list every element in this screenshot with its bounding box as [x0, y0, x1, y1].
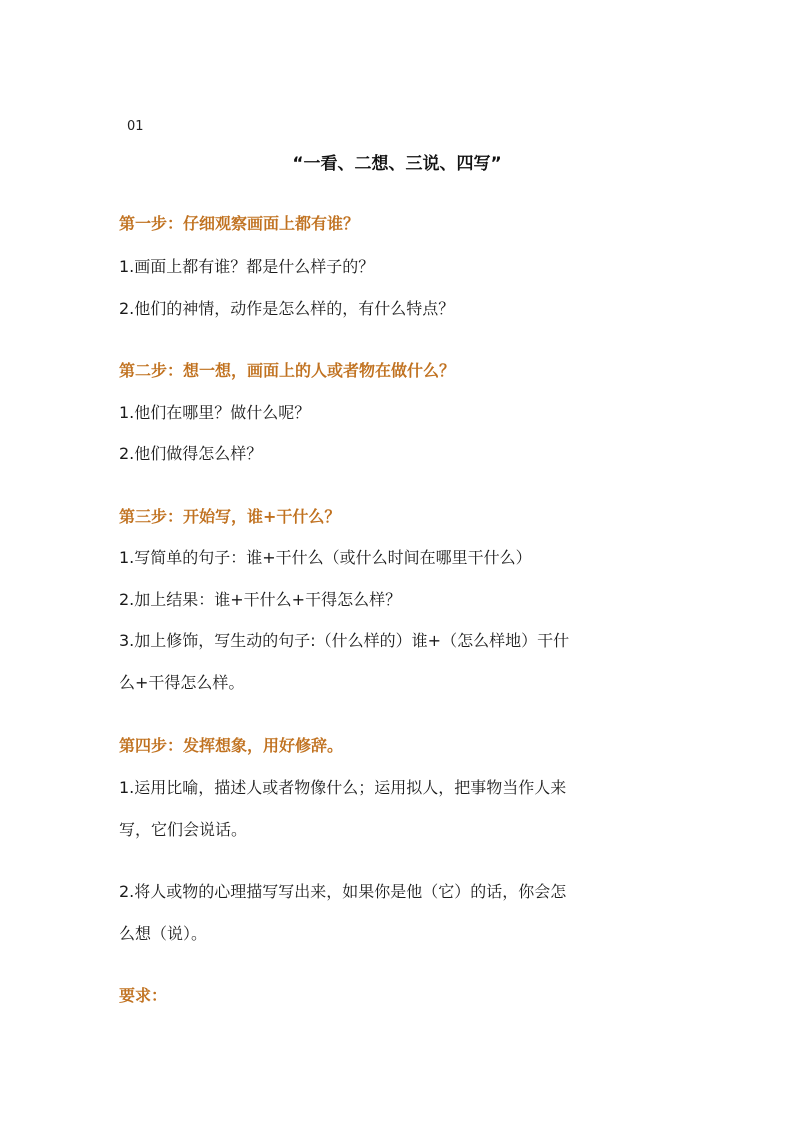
step-3-line-2: 2.加上结果：谁+干什么+干得怎么样？ [119, 590, 402, 609]
step-4-heading: 第四步：发挥想象，用好修辞。 [119, 736, 344, 755]
step-3-line-4: 么+干得怎么样。 [119, 673, 245, 692]
step-3-line-1: 1.写简单的句子：谁+干什么（或什么时间在哪里干什么） [119, 548, 532, 567]
step-4-line-3: 2.将人或物的心理描写写出来，如果你是他（它）的话，你会怎 [119, 882, 567, 901]
step-1-line-1: 1.画面上都有谁？都是什么样子的？ [119, 257, 375, 276]
step-4-line-4: 么想（说）。 [119, 924, 208, 943]
step-1-heading: 第一步：仔细观察画面上都有谁？ [119, 214, 360, 233]
document-title: “一看、二想、三说、四写” [292, 154, 502, 174]
step-2-line-1: 1.他们在哪里？做什么呢？ [119, 403, 311, 422]
step-3-heading: 第三步：开始写，谁+干什么？ [119, 507, 341, 526]
step-2-line-2: 2.他们做得怎么样？ [119, 444, 263, 463]
step-2-heading: 第二步：想一想，画面上的人或者物在做什么？ [119, 361, 456, 380]
step-4-line-1: 1.运用比喻，描述人或者物像什么；运用拟人，把事物当作人来 [119, 778, 567, 797]
step-3-line-3: 3.加上修饰，写生动的句子:（什么样的）谁+（怎么样地）干什 [119, 631, 570, 650]
step-1-line-2: 2.他们的神情，动作是怎么样的，有什么特点？ [119, 299, 455, 318]
step-4-line-2: 写，它们会说话。 [119, 820, 248, 839]
section-number: 01 [127, 119, 144, 134]
requirement-heading: 要求： [119, 986, 168, 1005]
